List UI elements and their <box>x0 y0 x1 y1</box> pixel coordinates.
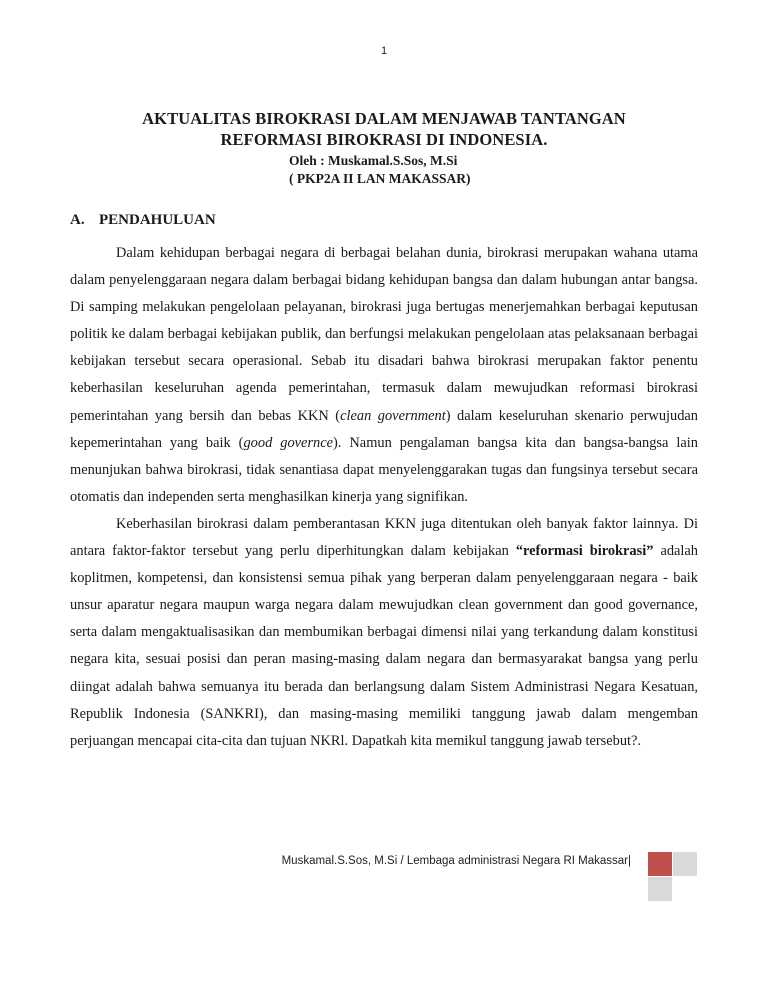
bold-term: “reformasi birokrasi” <box>515 543 654 560</box>
paragraph-text: Dalam kehidupan berbagai negara di berbagai belahan dunia, birokrasi merupakan wahana utama dalam penyelenggaraan negara dalam berbagai bidang kehidupan bangsa dan dalam hubungan antar bangsa. Di samping melakukan pengelolaan pelayanan, birokrasi juga bertugas menerjemahkan berbagai keputusan politik ke dalam berbagai kebijakan publik, dan berfungsi melakukan pengelolaan atas pelaksanaan berbagai kebijakan tersebut secara operasional. Sebab itu disadari bahwa birokrasi merupakan faktor penentu keberhasilan keseluruhan agenda pemerintahan, termasuk dalam mewujudkan reformasi birokrasi pemerintahan yang bersih dan bebas KKN ( <box>70 245 698 424</box>
paragraph-text: Keberhasilan birokrasi dalam pemberantasan KKN juga ditentukan oleh banyak faktor lainnya. Di antara faktor-faktor tersebut yang perlu diperhitungkan dalam kebijakan <box>70 515 698 560</box>
paragraph <box>70 240 698 511</box>
paragraph-text: adalah koplitmen, kompetensi, dan konsistensi semua pihak yang berperan dalam penyelenggaraan negara - baik unsur aparatur negara maupun warga negara dalam mewujudkan clean government dan good governance, serta dalam mengaktualisasikan dan membumikan berbagai dimensi nilai yang terkandung dalam konstitusi negara kita, sesuai posisi dan peran masing-masing dalam negara dan bermasyarakat bangsa yang perlu diingat adalah bahwa semuanya itu berada dan berlangsung dalam Sistem Administrasi Negara Kesatuan, Republik Indonesia (SANKRI), dan masing-masing memiliki tanggung jawab dalam mengemban perjuangan mencapai cita-cita dan tujuan NKRl. Dapatkah kita memikul tanggung jawab tersebut?. <box>70 543 698 749</box>
page-number: 1 <box>380 45 388 57</box>
title-line-2: REFORMASI BIROKRASI DI INDONESIA. <box>220 130 548 149</box>
title-line-1: AKTUALITAS BIROKRASI DALAM MENJAWAB TANTANGAN <box>142 109 626 128</box>
paragraph-text: ). Namun pengalaman bangsa kita dan bangsa-bangsa lain menunjukan bahwa birokrasi, tidak senantiasa dapat menyelenggarakan tugas dan fungsinya tersebut secara otomatis dan independen serta menghasilkan kinerja yang signifikan. <box>70 434 698 505</box>
footer-decoration-grey <box>648 877 672 901</box>
section-number: A. <box>70 212 85 228</box>
document-title <box>0 108 768 150</box>
footer-decoration-red <box>648 852 672 876</box>
section-heading <box>70 212 216 229</box>
author-line: Oleh : Muskamal.S.Sos, M.Si <box>289 153 458 168</box>
footer-decoration-grey <box>673 852 697 876</box>
paragraph <box>70 511 698 755</box>
italic-term: good governce <box>243 434 334 451</box>
body-text <box>70 240 698 755</box>
affiliation-line: ( PKP2A II LAN MAKASSAR) <box>289 171 471 186</box>
page-footer: Muskamal.S.Sos, M.Si / Lembaga administrasi Negara RI Makassar| <box>281 855 631 867</box>
italic-term: clean government <box>340 407 446 424</box>
section-title: PENDAHULUAN <box>99 212 216 228</box>
paragraph-text: ) dalam keseluruhan skenario perwujudan kepemerintahan yang baik ( <box>70 407 698 451</box>
